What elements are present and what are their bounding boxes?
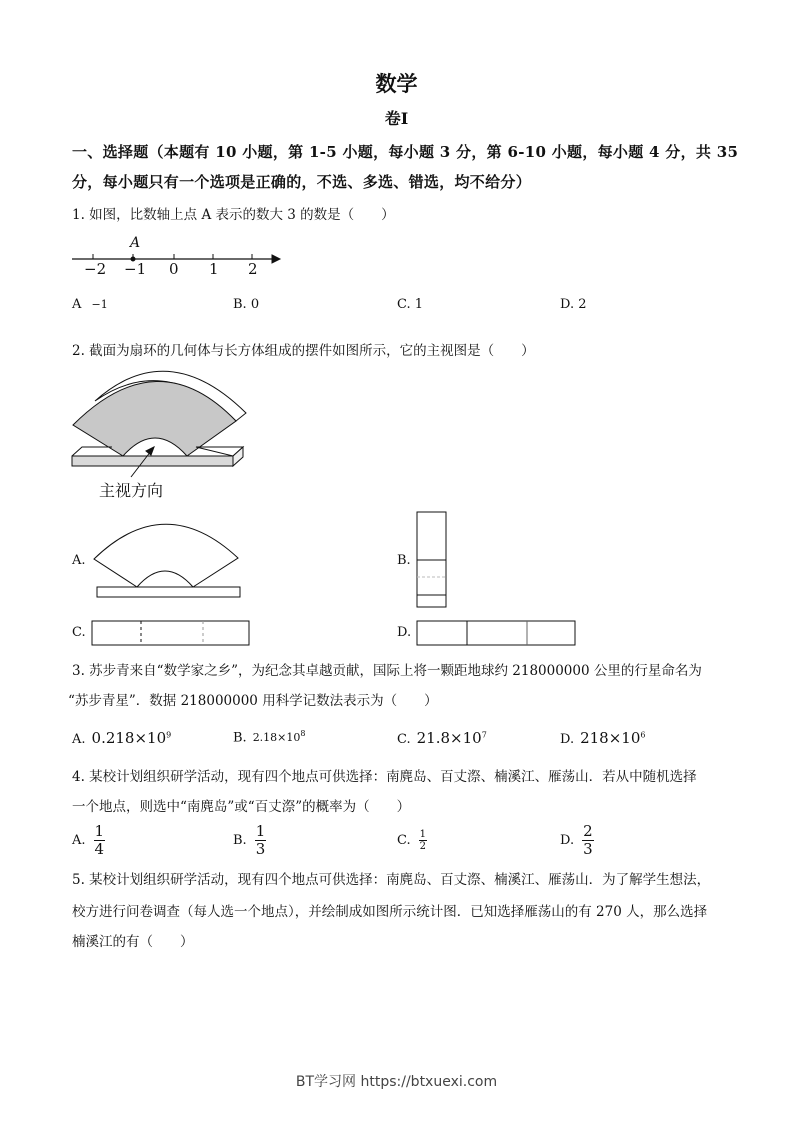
option-exponent: 6 [640, 730, 646, 740]
q4-stem-line2: 一个地点，则选中“南麂岛”或“百丈漈”的概率为（ ） [72, 799, 411, 815]
tick-label: 1 [209, 260, 219, 278]
q2-option-d[interactable]: D. [397, 625, 412, 640]
tick-label: 0 [169, 260, 179, 278]
section-heading-line1: 一、选择题（本题有 10 小题，第 1-5 小题，每小题 3 分，第 6-10 小题，每小题 4 分，共 35 [72, 143, 739, 161]
q3-option-d[interactable] [560, 729, 645, 747]
option-key: D. [560, 732, 575, 747]
q5-stem-line3: 楠溪江的有（ ） [72, 934, 194, 950]
page-title: 数学 [375, 71, 418, 96]
fan-ornament-figure [72, 371, 246, 477]
tick-label: −1 [124, 260, 147, 278]
option-text: 2 [578, 297, 587, 312]
q1-option-b[interactable] [233, 297, 259, 312]
denominator: 3 [255, 840, 266, 858]
fraction [582, 823, 594, 858]
q1-option-d[interactable] [560, 297, 587, 312]
option-exponent: 9 [166, 730, 172, 740]
option-exponent: 7 [481, 730, 487, 740]
option-key: D. [560, 833, 575, 848]
q3-option-b[interactable] [233, 729, 306, 745]
denominator: 3 [583, 840, 593, 858]
fraction [419, 829, 427, 852]
q3-option-a[interactable] [72, 729, 171, 747]
option-text: 1 [414, 297, 424, 312]
arrow-head-icon [272, 255, 280, 263]
option-key: C. [397, 732, 411, 747]
q2-option-a[interactable]: A. [72, 553, 86, 568]
option-mantissa: 21.8×10 [416, 729, 482, 747]
denominator: 2 [419, 841, 426, 852]
option-mantissa: 218×10 [580, 729, 641, 747]
point-a-label: A [130, 235, 141, 251]
option-key: B. [233, 297, 247, 312]
option-text: 0 [250, 297, 260, 312]
numerator: 1 [419, 829, 426, 840]
option-b-figure [417, 512, 446, 607]
option-key: C. [397, 297, 411, 312]
q4-option-b[interactable] [233, 823, 266, 858]
tick-label: 2 [248, 260, 258, 278]
option-key: A [72, 297, 82, 312]
option-key: A. [72, 732, 86, 747]
q4-option-d[interactable] [560, 823, 594, 858]
option-mantissa: 2.18×10 [252, 731, 301, 745]
footer-watermark: BT学习网 https://btxuexi.com [295, 1074, 498, 1090]
q3-stem-line1: 3. 苏步青来自“数学家之乡”，为纪念其卓越贡献，国际上将一颗距地球约 218000000 公里的行星命名为 [72, 663, 702, 679]
q4-stem-line1: 4. 某校计划组织研学活动，现有四个地点可供选择：南麂岛、百丈漈、楠溪江、雁荡山．若从中随机选择 [72, 769, 697, 785]
tick-label: −2 [84, 260, 107, 278]
numerator: 2 [583, 822, 593, 840]
fraction [94, 823, 106, 858]
option-a-figure [94, 524, 240, 597]
option-key: C. [397, 833, 411, 848]
view-direction-label: 主视方向 [99, 481, 164, 500]
option-c-figure [92, 621, 249, 645]
q1-stem: 1. 如图，比数轴上点 A 表示的数大 3 的数是（ ） [72, 207, 395, 223]
q5-stem-line2: 校方进行问卷调查（每人选一个地点），并绘制成如图所示统计图．已知选择雁荡山的有 270 人，那么选择 [72, 904, 708, 920]
q2-stem: 2. 截面为扇环的几何体与长方体组成的摆件如图所示，它的主视图是（ ） [72, 343, 535, 359]
q2-option-c[interactable]: C. [72, 625, 86, 640]
option-exponent: 8 [300, 729, 306, 738]
numerator: 1 [94, 822, 105, 840]
q3-option-c[interactable] [397, 729, 487, 747]
q4-option-a[interactable] [72, 823, 105, 858]
q1-option-c[interactable] [397, 297, 423, 312]
option-key: B. [233, 833, 247, 848]
numerator: 1 [255, 822, 266, 840]
option-text: −1 [91, 298, 108, 311]
denominator: 4 [94, 840, 105, 858]
option-key: B. [233, 730, 247, 746]
option-key: A. [72, 833, 86, 848]
fraction [255, 823, 267, 858]
option-mantissa: 0.218×10 [91, 729, 167, 747]
q3-stem-line2: “苏步青星”．数据 218000000 用科学记数法表示为（ ） [68, 693, 438, 709]
q5-stem-line1: 5. 某校计划组织研学活动，现有四个地点可供选择：南麂岛、百丈漈、楠溪江、雁荡山．为了解学生想法， [72, 872, 711, 888]
option-key: D. [560, 297, 575, 312]
option-d-figure [417, 621, 575, 645]
paper-subtitle: 卷Ⅰ [384, 109, 409, 128]
q1-option-a[interactable] [72, 297, 108, 312]
section-heading-line2: 分，每小题只有一个选项是正确的，不选、多选、错选，均不给分） [72, 173, 532, 191]
q4-option-c[interactable] [397, 829, 427, 852]
q2-option-b[interactable]: B. [397, 553, 411, 568]
